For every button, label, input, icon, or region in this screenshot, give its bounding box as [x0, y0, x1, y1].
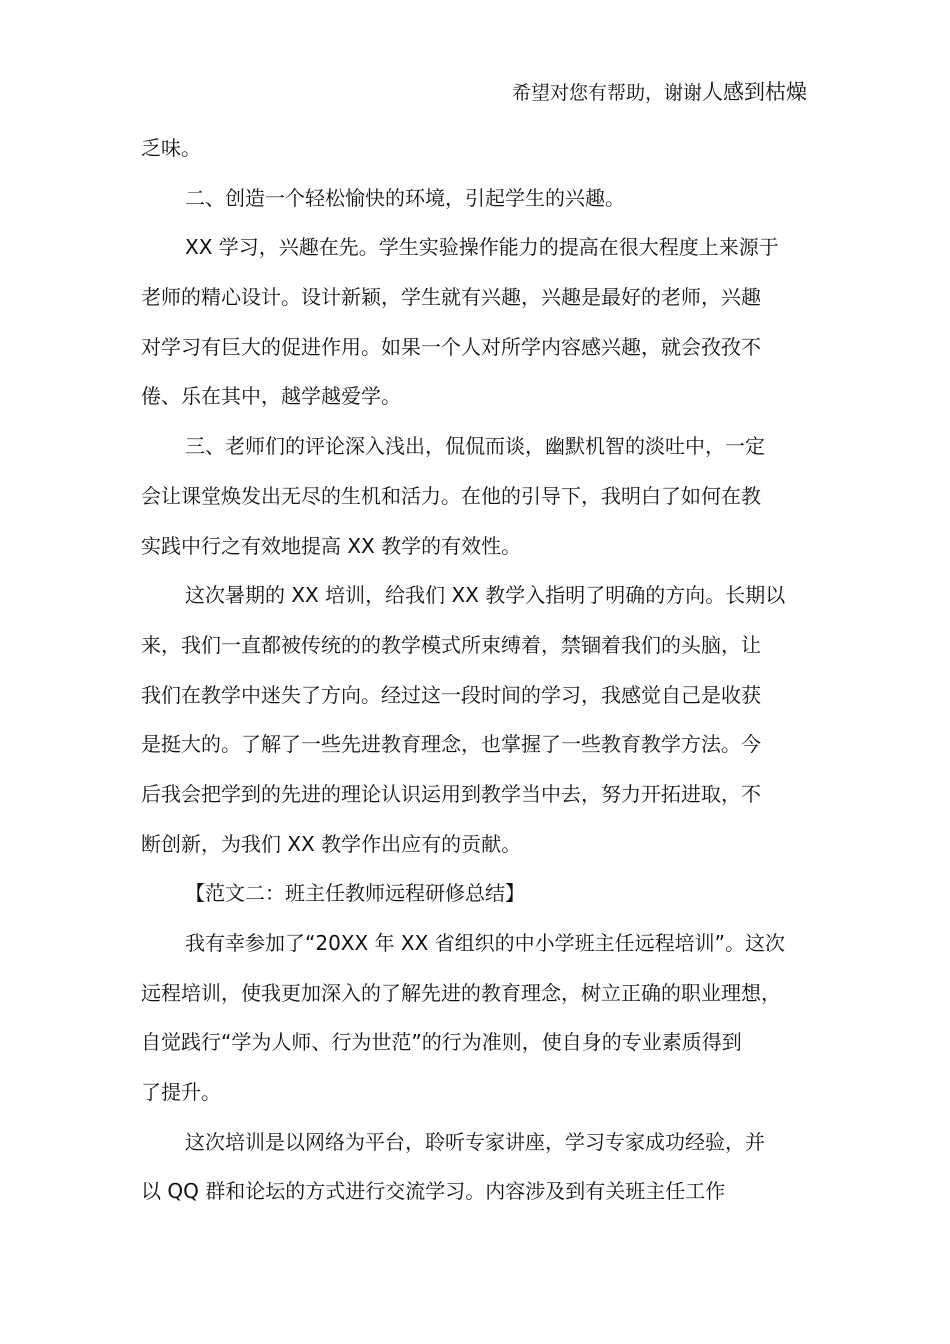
header-note-small: 希望对您有帮助，谢谢 — [511, 82, 702, 104]
text-line: 远程培训，使我更加深入的了解先进的教育理念，树立正确的职业理想， — [141, 980, 781, 1005]
text-line: 对学习有巨大的促进作用。如果一个人对所学内容感兴趣，就会孜孜不 — [141, 334, 761, 359]
text-line: 实践中行之有效地提高 XX 教学的有效性。 — [141, 533, 522, 558]
header-note-large: 人感到枯燥 — [702, 80, 807, 104]
text-line: 了提升。 — [141, 1080, 221, 1105]
text-line: 来，我们一直都被传统的的教学模式所束缚着，禁锢着我们的头脑，让 — [141, 632, 761, 657]
text-line: 【范文二：班主任教师远程研修总结】 — [185, 881, 525, 906]
text-line: 我有幸参加了“20XX 年 XX 省组织的中小学班主任远程培训”。这次 — [185, 931, 786, 955]
header-note — [512, 79, 807, 106]
text-line: 以 QQ 群和论坛的方式进行交流学习。内容涉及到有关班主任工作 — [141, 1179, 726, 1204]
text-line: XX 学习，兴趣在先。学生实验操作能力的提高在很大程度上来源于 — [185, 235, 779, 260]
text-line: 断创新，为我们 XX 教学作出应有的贡献。 — [141, 831, 522, 856]
text-line: 我们在教学中迷失了方向。经过这一段时间的学习，我感觉自己是收获 — [141, 682, 761, 707]
text-line: 这次培训是以网络为平台，聆听专家讲座，学习专家成功经验，并 — [185, 1129, 765, 1154]
text-line: 自觉践行“学为人师、行为世范”的行为准则，使自身的专业素质得到 — [141, 1030, 742, 1055]
text-line: 是挺大的。了解了一些先进教育理念，也掌握了一些教育教学方法。今 — [141, 732, 761, 757]
text-line: 三、老师们的评论深入浅出，侃侃而谈，幽默机智的淡吐中，一定 — [185, 434, 765, 459]
text-line: 乏味。 — [141, 136, 201, 160]
text-line: 倦、乐在其中，越学越爱学。 — [141, 384, 401, 409]
text-line: 老师的精心设计。设计新颖，学生就有兴趣，兴趣是最好的老师，兴趣 — [141, 285, 761, 310]
text-line: 会让课堂焕发出无尽的生机和活力。在他的引导下，我明白了如何在教 — [141, 483, 761, 508]
text-line: 二、创造一个轻松愉快的环境，引起学生的兴趣。 — [185, 185, 625, 210]
text-line: 后我会把学到的先进的理论认识运用到教学当中去，努力开拓进取，不 — [141, 781, 761, 806]
body-text — [141, 124, 829, 1217]
text-line: 这次暑期的 XX 培训，给我们 XX 教学入指明了明确的方向。长期以 — [185, 583, 786, 608]
